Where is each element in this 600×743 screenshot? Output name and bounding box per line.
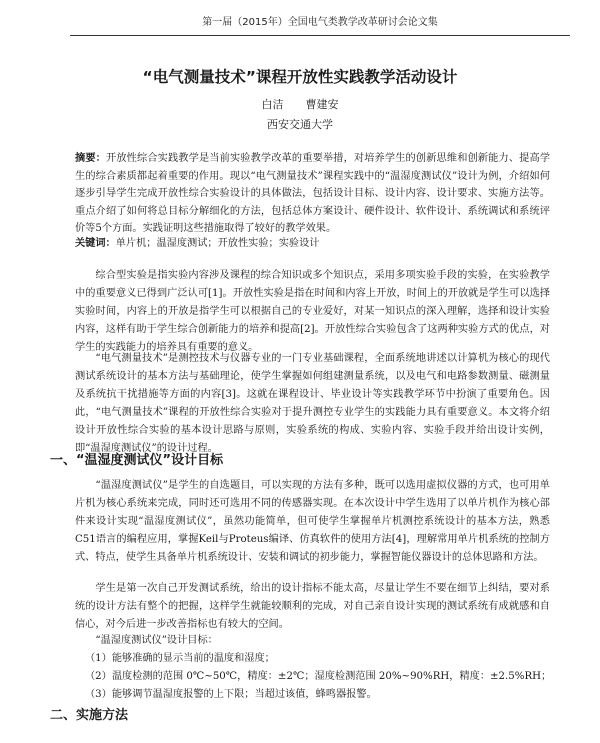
paper-title: “电气测量技术”课程开放性实践教学活动设计 [142,68,458,86]
body-paragraph-3 [75,477,550,567]
list-item: （2）温度检测的范围 0℃~50℃，精度：±2℃；湿度检测范围 20%~90%RH，精度：±2.5%RH； [85,671,552,682]
body-paragraph-1 [75,267,550,357]
paragraph-text: “电气测量技术”是测控技术与仪器专业的一门专业基础课程，全面系统地讲述以计算机为核心的现代测试系统设计的基本方法与基础理论，使学生掌握如何组建测量系统，以及电气和电路参数测量、磁测量及系统抗干扰措施等方面的内容[3]。这就在课程设计、毕业设计等实践教学环节中扮演了重要角色。因此，“电气测量技术”课程的开放性综合实验对于提升测控专业学生的实践能力具有重要意义。本文将介绍设计开放性综合实验的基本设计思路与原则，实验系统的构成、实验内容、实验手段并给出设计实例，即“温湿度测试仪”的设计过程。 [75,353,550,454]
paragraph-text: 综合型实验是指实验内容涉及课程的综合知识或多个知识点，采用多项实验手段的实验，在实验教学中的重要意义已得到广泛认可[1]。开放性实验是指在时间和内容上开放，时间上的开放就是学生可以选择实验时间，内容上的开放是指学生可以根据自己的专业爱好，对某一知识点的深入理解，选择和设计实验内容，这样有助于学生综合创新能力的培养和提高[2]。开放性综合实验包含了这两种实验方式的优点，对学生的实践能力的培养具有重要的意义。 [75,270,550,353]
body-paragraph-4 [75,580,550,634]
section-heading-1: 一、“温湿度测试仪”设计目标 [50,453,224,468]
keywords-label: 关键词： [75,238,116,249]
abstract-text: 开放性综合实践教学是当前实验教学改革的重要举措，对培养学生的创新思维和创新能力、提高学生的综合素质都起着重要的作用。现以“电气测量技术”课程实践中的“温湿度测试仪”设计为例，介绍如何逐步引导学生完成开放性综合实验设计的具体做法，包括设计目标、设计内容、设计要求、实施方法等。重点介绍了如何将总目标分解细化的方法，包括总体方案设计、硬件设计、软件设计、系统调试和系统评价等5个方面。实践证明这些措施取得了较好的教学效果。 [75,153,551,234]
list-item: （3）能够调节温湿度报警的上下限；当超过该值，蜂鸣器报警。 [85,689,377,700]
affiliation: 西安交通大学 [267,118,333,131]
paragraph-text: “温湿度测试仪”是学生的自选题目，可以实现的方法有多种，既可以选用虚拟仪器的方式，也可用单片机为核心系统来完成，同时还可选用不同的传感器实现。在本次设计中学生选用了以单片机作为核心部件来设计实现“温湿度测试仪”，虽然功能简单，但可使学生掌握单片机测控系统设计的基本方法，熟悉C51语言的编程应用，掌握Keil与Proteus编译、仿真软件的使用方法[4]，理解常用单片机系统的控制方式、特点，使学生具备单片机系统设计、安装和调试的初步能力，掌握智能仪器设计的总体思路和方法。 [75,480,550,563]
abstract-label: 摘要： [75,153,106,164]
header-rule [70,35,570,36]
running-header: 第一届（2015年）全国电气类教学改革研讨会论文集 [202,17,438,28]
paragraph-text: “温湿度测试仪”设计目标： [95,635,218,646]
keywords-text: 单片机；温湿度测试；开放性实验；实验设计 [115,238,320,249]
body-paragraph-2 [75,350,550,458]
design-goal-list [85,650,555,704]
list-item: （1）能够准确的显示当前的温度和湿度； [85,653,275,664]
authors: 白洁 曹建安 [261,98,339,111]
keywords [75,235,550,252]
abstract [75,150,550,238]
paragraph-text: 学生是第一次自己开发测试系统，给出的设计指标不能太高，尽量让学生不要在细节上纠结，要对系统的设计方法有整个的把握，这样学生就能较顺利的完成，对自己亲自设计实现的测试系统有成就感和自信心，对今后进一步改善指标也有较大的空间。 [75,583,550,630]
section-heading-2: 二、实施方法 [50,708,129,723]
body-paragraph-5 [75,632,550,650]
